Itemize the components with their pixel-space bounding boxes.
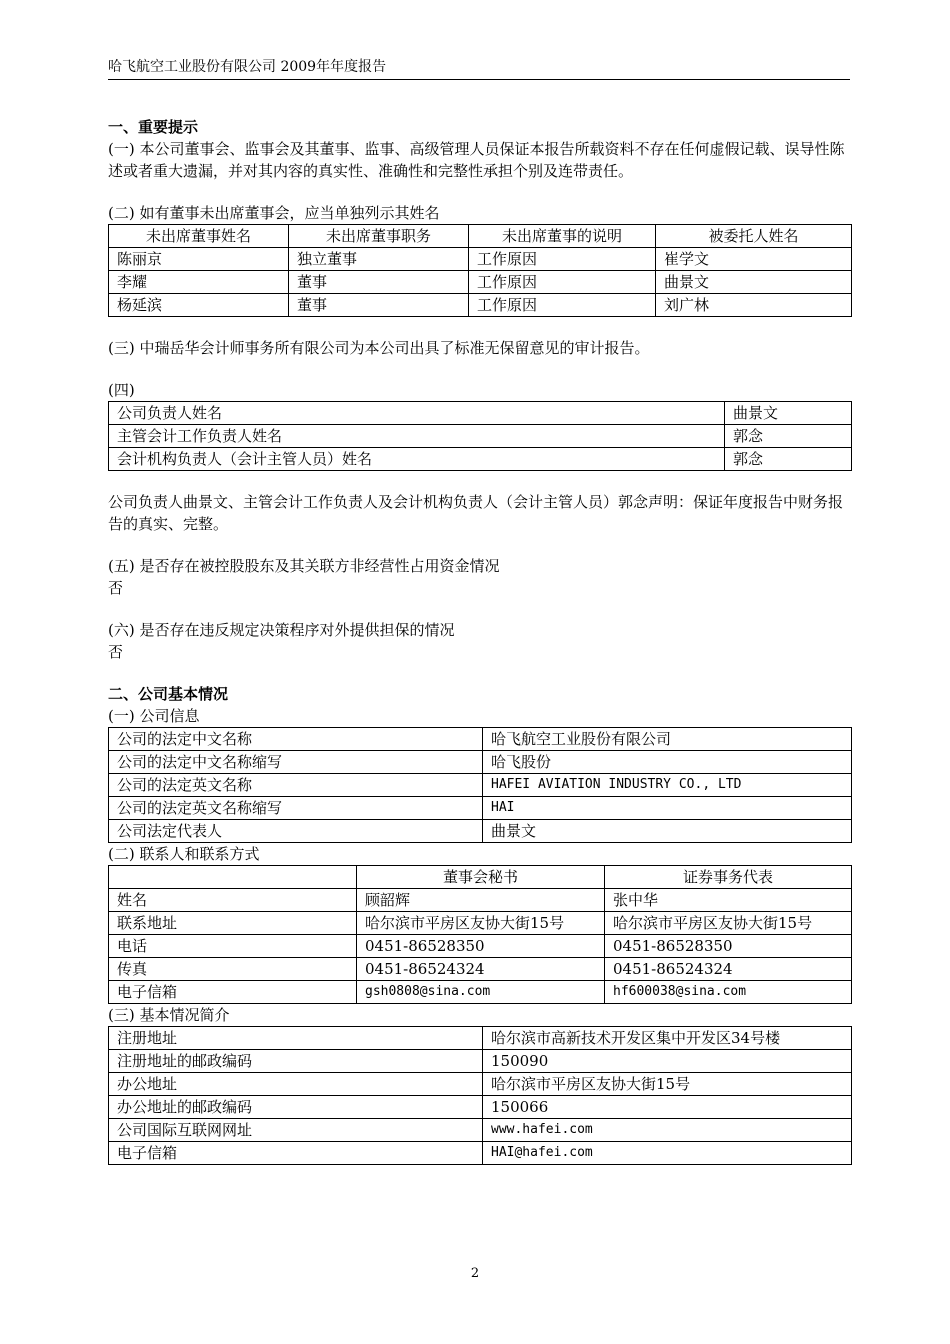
responsible-persons-table <box>108 401 852 471</box>
basic-info-table <box>108 1026 852 1165</box>
table-cell: 哈飞股份 <box>483 751 852 774</box>
company-info-title: (一) 公司信息 <box>108 707 200 725</box>
table-cell: 董事 <box>289 271 469 294</box>
table-cell: 电子信箱 <box>109 981 357 1004</box>
table-row <box>109 958 852 981</box>
table-header-row <box>109 866 852 889</box>
table-cell: 杨延滨 <box>109 294 289 317</box>
guarantee-answer: 否 <box>108 643 124 661</box>
column-header: 证券事务代表 <box>605 866 852 889</box>
table-cell: 刘广林 <box>656 294 852 317</box>
table-cell: 150090 <box>483 1050 852 1073</box>
table-cell: 0451-86528350 <box>357 935 605 958</box>
table-cell: 注册地址 <box>109 1027 483 1050</box>
table-row <box>109 1027 852 1050</box>
table-cell: 公司的法定中文名称 <box>109 728 483 751</box>
table-cell: 办公地址的邮政编码 <box>109 1096 483 1119</box>
table-row <box>109 271 852 294</box>
table-cell: 张中华 <box>605 889 852 912</box>
table-cell: 曲景文 <box>483 820 852 843</box>
fund-occupation-question: (五) 是否存在被控股股东及其关联方非经营性占用资金情况 <box>108 557 500 575</box>
table-cell: 独立董事 <box>289 248 469 271</box>
table-cell: 郭念 <box>725 448 852 471</box>
table-cell: 办公地址 <box>109 1073 483 1096</box>
email-link[interactable]: hf600038@sina.com <box>605 981 852 1004</box>
table-cell: 曲景文 <box>656 271 852 294</box>
table-cell: 郭念 <box>725 425 852 448</box>
table-cell: HAFEI AVIATION INDUSTRY CO., LTD <box>483 774 852 797</box>
table-row <box>109 912 852 935</box>
report-body <box>108 116 851 1165</box>
table-row <box>109 1073 852 1096</box>
column-header: 未出席董事职务 <box>289 225 469 248</box>
table-row <box>109 728 852 751</box>
table-row <box>109 981 852 1004</box>
table-cell: 工作原因 <box>469 294 656 317</box>
table-cell: 主管会计工作负责人姓名 <box>109 425 725 448</box>
table-cell: 崔学文 <box>656 248 852 271</box>
table-cell: 顾韶辉 <box>357 889 605 912</box>
table-cell: 注册地址的邮政编码 <box>109 1050 483 1073</box>
table-cell: 曲景文 <box>725 402 852 425</box>
table-row <box>109 448 852 471</box>
table-row <box>109 751 852 774</box>
contact-title: (二) 联系人和联系方式 <box>108 845 260 863</box>
table-cell: 传真 <box>109 958 357 981</box>
table-row <box>109 797 852 820</box>
email-link[interactable]: HAI@hafei.com <box>483 1142 852 1165</box>
table-cell: 哈尔滨市平房区友协大街15号 <box>483 1073 852 1096</box>
table-row <box>109 1096 852 1119</box>
absent-directors-title: (二) 如有董事未出席董事会，应当单独列示其姓名 <box>108 204 440 222</box>
table-row <box>109 402 852 425</box>
table-cell: 公司负责人姓名 <box>109 402 725 425</box>
table-cell: 哈尔滨市平房区友协大街15号 <box>605 912 852 935</box>
absent-directors-table <box>108 224 852 317</box>
table-cell: 0451-86524324 <box>605 958 852 981</box>
website-link[interactable]: www.hafei.com <box>483 1119 852 1142</box>
table-cell: 0451-86524324 <box>357 958 605 981</box>
page-number: 2 <box>470 1266 480 1281</box>
table-cell: 陈丽京 <box>109 248 289 271</box>
table-row <box>109 889 852 912</box>
basic-info-title: (三) 基本情况简介 <box>108 1006 230 1024</box>
table-cell: 会计机构负责人（会计主管人员）姓名 <box>109 448 725 471</box>
table-cell: 公司国际互联网网址 <box>109 1119 483 1142</box>
section-title-company-basics: 二、公司基本情况 <box>108 685 229 703</box>
audit-opinion: (三) 中瑞岳华会计师事务所有限公司为本公司出具了标准无保留意见的审计报告。 <box>108 339 650 357</box>
table-header-row <box>109 225 852 248</box>
table-cell: 电话 <box>109 935 357 958</box>
company-info-table <box>108 727 852 843</box>
table-cell: HAI <box>483 797 852 820</box>
table-row <box>109 1142 852 1165</box>
table-row <box>109 935 852 958</box>
table-row <box>109 1119 852 1142</box>
table-row <box>109 248 852 271</box>
table-cell: 姓名 <box>109 889 357 912</box>
section-title-important-notice: 一、重要提示 <box>108 118 199 136</box>
email-link[interactable]: gsh0808@sina.com <box>357 981 605 1004</box>
table-cell: 公司的法定中文名称缩写 <box>109 751 483 774</box>
table-row <box>109 294 852 317</box>
contact-table <box>108 865 852 1004</box>
guarantee-statement: (一) 本公司董事会、监事会及其董事、监事、高级管理人员保证本报告所载资料不存在任何虚假记载、误导性陈述或者重大遗漏，并对其内容的真实性、准确性和完整性承担个别及连带责任。 <box>108 140 845 180</box>
table-row <box>109 820 852 843</box>
table-row <box>109 774 852 797</box>
column-header: 董事会秘书 <box>357 866 605 889</box>
guarantee-question: (六) 是否存在违反规定决策程序对外提供担保的情况 <box>108 621 455 639</box>
table-cell: 哈尔滨市高新技术开发区集中开发区34号楼 <box>483 1027 852 1050</box>
table-cell: 0451-86528350 <box>605 935 852 958</box>
table-cell: 工作原因 <box>469 248 656 271</box>
table-cell: 哈飞航空工业股份有限公司 <box>483 728 852 751</box>
column-header: 未出席董事的说明 <box>469 225 656 248</box>
fund-occupation-answer: 否 <box>108 579 124 597</box>
table-cell: 公司的法定英文名称 <box>109 774 483 797</box>
column-header: 被委托人姓名 <box>656 225 852 248</box>
table-cell: 李耀 <box>109 271 289 294</box>
responsible-persons-title: (四) <box>108 381 135 399</box>
table-cell: 电子信箱 <box>109 1142 483 1165</box>
table-row <box>109 425 852 448</box>
table-cell: 150066 <box>483 1096 852 1119</box>
financial-statement-declaration: 公司负责人曲景文、主管会计工作负责人及会计机构负责人（会计主管人员）郭念声明：保证年度报告中财务报告的真实、完整。 <box>108 493 844 533</box>
table-row <box>109 1050 852 1073</box>
table-cell: 董事 <box>289 294 469 317</box>
table-cell: 联系地址 <box>109 912 357 935</box>
table-cell: 工作原因 <box>469 271 656 294</box>
column-header: 未出席董事姓名 <box>109 225 289 248</box>
table-cell: 哈尔滨市平房区友协大街15号 <box>357 912 605 935</box>
column-header <box>109 866 357 889</box>
table-cell: 公司的法定英文名称缩写 <box>109 797 483 820</box>
table-cell: 公司法定代表人 <box>109 820 483 843</box>
report-header: 哈飞航空工业股份有限公司 2009年年度报告 <box>108 58 850 80</box>
